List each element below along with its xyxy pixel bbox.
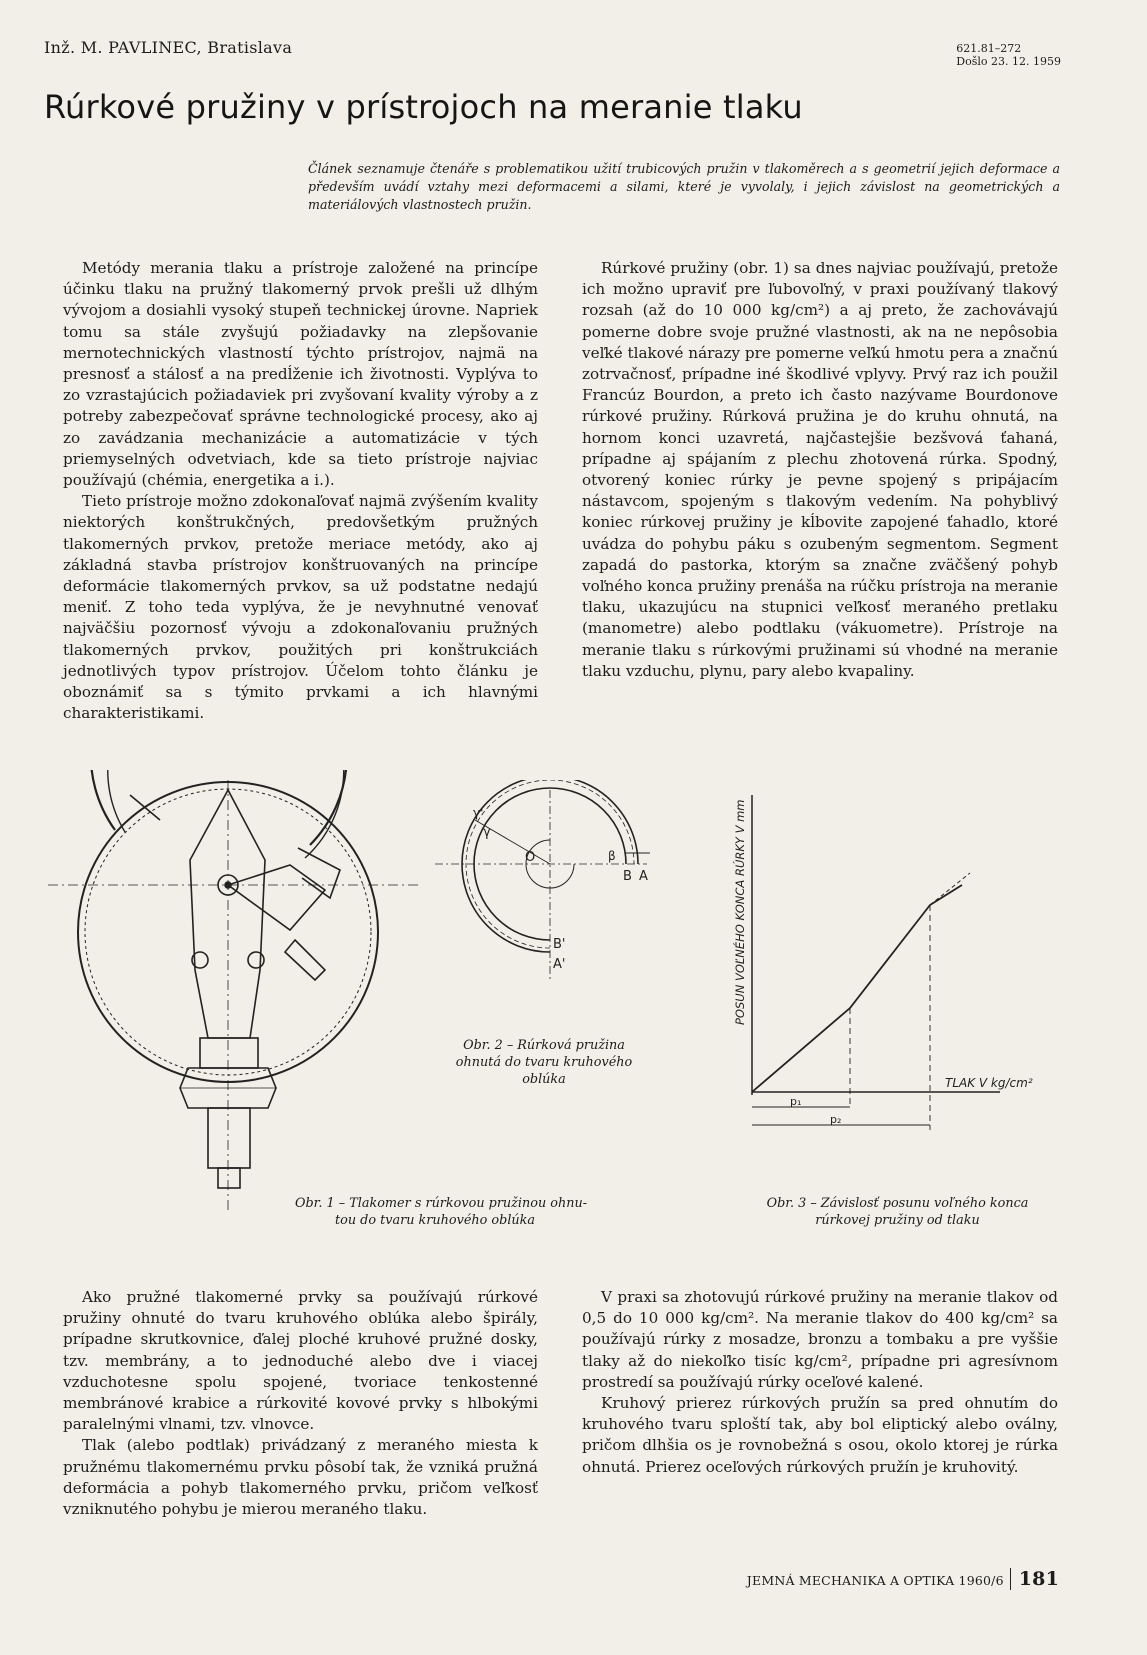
figure-2-caption bbox=[424, 1037, 664, 1088]
figure-3-caption bbox=[725, 1195, 1070, 1229]
fig2-label-b: B bbox=[623, 869, 632, 884]
fig2-label-a-prime: A' bbox=[553, 957, 566, 972]
fig3-p2-label: p₂ bbox=[830, 1113, 842, 1126]
caption-line: rúrkovej pružiny od tlaku bbox=[815, 1213, 980, 1228]
lower-left-column bbox=[63, 1287, 538, 1520]
author-line: Inž. M. PAVLINEC, Bratislava bbox=[44, 38, 293, 57]
fig2-label-o: O bbox=[525, 850, 536, 865]
article-title: Rúrkové pružiny v prístrojoch na meranie tlaku bbox=[44, 88, 803, 126]
fig2-label-b-prime: B' bbox=[553, 937, 566, 952]
page-footer bbox=[747, 1568, 1059, 1590]
figure-1-caption bbox=[45, 1195, 690, 1229]
fig3-line bbox=[752, 885, 962, 1092]
paragraph: V praxi sa zhotovujú rúrkové pružiny na meranie tlakov od 0,5 do 10 000 kg/cm². Na meranie tlakov do 400 kg/cm² sa používajú rúrky z mosadze, bronzu a tombaku a pre vyššie tlaky až do niekoľko tisíc kg/cm², prípadne pri agresívnom prostredí sa používajú rúrky oceľové kalené. bbox=[582, 1288, 1058, 1391]
caption-line: Obr. 1 – Tlakomer s rúrkovou pružinou ohnu- bbox=[295, 1196, 588, 1211]
page-number: 181 bbox=[1010, 1568, 1059, 1590]
paragraph: Rúrkové pružiny (obr. 1) sa dnes najviac používajú, pretože ich možno upraviť pre ľubovoľný, v praxi používaný tlakový rozsah (až do 10 000 kg/cm²) a aj preto, že zachovávajú pomerne dobre svoje pružné vlastnosti, ak na ne nepôsobia veľké tlakové nárazy pre pomerne veľkú hmotu pera a značnú zotrvačnosť, prípadne iné škodlivé vplyvy. Prvý raz ich použil Francúz Bourdon, a preto ich často nazývame Bourdonove rúrkové pružiny. Rúrková pružina je do kruhu ohnutá, na hornom konci uzavretá, najčastejšie bezšvová ťahaná, prípadne aj spájaním z plechu zhotovená rúrka. Spodný, otvorený koniec rúrky je pevne spojený s pripájacím nástavcom, spojeným s tlakovým vedením. Na pohyblivý koniec rúrkovej pružiny je kĺbovite zapojené ťahadlo, ktoré uvádza do pohybu páku s ozubeným segmentom. Segment zapadá do pastorka, ktorým sa značne zväčšený pohyb voľného konca pružiny prenáša na rúčku prístroja na meranie tlaku, ukazujúcu na stupnici veľkosť meraného pretlaku (manometre) alebo podtlaku (vákuometre). Prístroje na meranie tlaku s rúrkovými pružinami sú vhodné na meranie tlaku vzduchu, plynu, pary alebo kvapaliny. bbox=[582, 259, 1058, 680]
abstract: Článek seznamuje čtenáře s problematikou užití trubicových pružin v tlakoměrech a s geometrií jejich deformace a především uvádí vztahy mezi deformacemi a silami, které je vyvolaly, i jejich závislost na geometrických a materiálových vlastnostech pružin. bbox=[308, 161, 1060, 212]
paragraph: Tieto prístroje možno zdokonaľovať najmä zvýšením kvality niektorých konštrukčných, predovšetkým pružných tlakomerných prvkov, pretože meriace metódy, ako aj základná stavba prístrojov konštruovaných na princípe deformácie tlakomerných prvkov, sa už podstatne nedajú meniť. Z toho teda vyplýva, že je nevyhnutné venovať najväčšiu pozornosť vývoju a zdokonaľovaniu pružných tlakomerných prvkov, použitých pri konštrukciách jednotlivých typov prístrojov. Účelom tohto článku je oboznámiť sa s týmito prvkami a ich hlavnými charakteristikami. bbox=[63, 492, 538, 723]
paragraph: Metódy merania tlaku a prístroje založené na princípe účinku tlaku na pružný tlakomerný prvok prešli už dlhým vývojom a dosiahli vysoký stupeň technickej úrovne. Napriek tomu sa stále zvyšujú požiadavky na zlepšovanie mernotechnických vlastností týchto prístrojov, najmä na presnosť a stálosť a na predĺženie ich životnosti. Vyplýva to zo vzrastajúcich požiadaviek pri zvyšovaní kvality výroby a z potreby zabezpečovať správne technologické procesy, ako aj zo zavádzania mechanizácie a automatizácie v tých priemyselných odvetviach, kde sa tieto prístroje najviac používajú (chémia, energetika a i.). bbox=[63, 259, 538, 490]
fig2-label-gamma: γ bbox=[483, 825, 491, 840]
journal-name: JEMNÁ MECHANIKA A OPTIKA 1960/6 bbox=[746, 1573, 1004, 1588]
caption-line: Obr. 3 – Závislosť posunu voľného konca bbox=[766, 1196, 1029, 1211]
received-date: Došlo 23. 12. 1959 bbox=[956, 55, 1061, 68]
lower-right-column bbox=[582, 1287, 1058, 1478]
caption-line: oblúka bbox=[522, 1072, 566, 1087]
upper-right-column bbox=[582, 258, 1058, 682]
figure-2-curved-spring bbox=[425, 780, 665, 1010]
figure-3-displacement-chart bbox=[700, 775, 1060, 1140]
fig3-x-label: TLAK V kg/cm² bbox=[945, 1076, 1033, 1090]
caption-line: tou do tvaru kruhového oblúka bbox=[335, 1213, 536, 1228]
udc-code: 621.81–272 bbox=[956, 42, 1022, 55]
paragraph: Tlak (alebo podtlak) privádzaný z meraného miesta k pružnému tlakomernému prvku pôsobí tak, že vzniká pružná deformácia a pohyb tlakomerného prvku, pričom veľkosť vzniknutého pohybu je mierou meraného tlaku. bbox=[63, 1436, 538, 1519]
fig3-p1-label: p₁ bbox=[790, 1095, 802, 1108]
caption-line: Obr. 2 – Rúrková pružina bbox=[463, 1038, 625, 1053]
fig2-label-beta: β bbox=[608, 849, 616, 863]
fig2-label-gamma-prime: γ' bbox=[473, 806, 484, 820]
udc-block bbox=[956, 42, 1061, 68]
fig2-label-a: A bbox=[639, 869, 648, 884]
paragraph: Ako pružné tlakomerné prvky sa používajú rúrkové pružiny ohnuté do tvaru kruhového oblúka alebo špirály, prípadne skrutkovnice, ďalej ploché kruhové pružné dosky, tzv. membrány, a to jednoduché alebo dve i viacej vzduchotesne spolu spojené, tvoriace tenkostenné membránové krabice a rúrkovité kovové prvky s hlbokými paralelnými vlnami, tzv. vlnovce. bbox=[63, 1288, 538, 1434]
upper-left-column bbox=[63, 258, 538, 724]
caption-line: ohnutá do tvaru kruhového bbox=[455, 1055, 633, 1070]
paragraph: Kruhový prierez rúrkových pružín sa pred ohnutím do kruhového tvaru sploští tak, aby bol eliptický alebo oválny, pričom dlhšia os je rovnobežná s osou, okolo ktorej je rúrka ohnutá. Prierez oceľových rúrkových pružín je kruhovitý. bbox=[582, 1394, 1058, 1476]
fig3-y-label: POSUN VOĽNÉHO KONCA RÚRKY V mm bbox=[733, 799, 747, 1025]
